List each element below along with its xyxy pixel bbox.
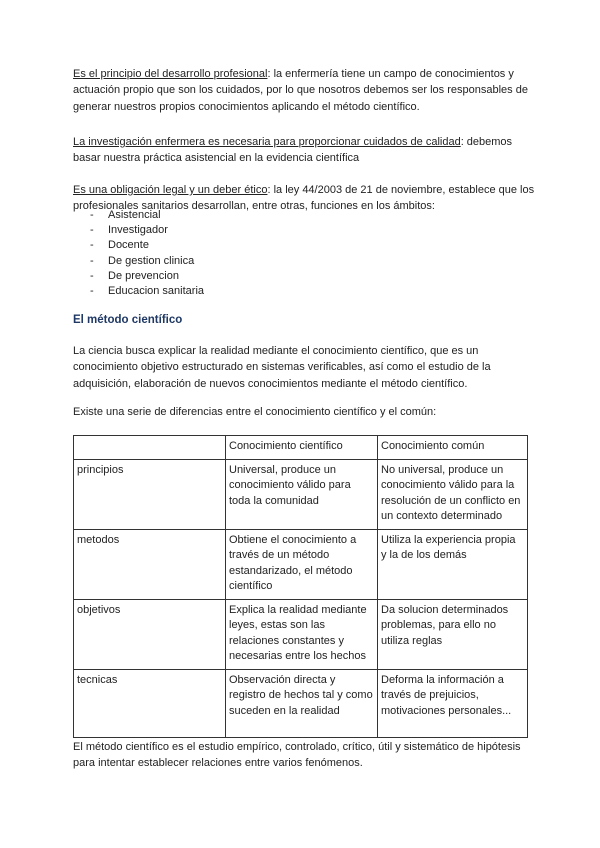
- list-item: - Docente: [73, 238, 535, 253]
- table-cell: Explica la realidad mediante leyes, estas son las relaciones constantes y necesarias entre los hechos: [226, 599, 378, 669]
- list-item: - De prevencion: [73, 269, 535, 284]
- paragraph-text: : la ley 44/2003 de 21 de noviembre, establece que los profesionales sanitarios desarrollan, entre otras, funciones en los ámbitos:: [73, 184, 535, 213]
- table-header: Conocimiento científico: [226, 436, 378, 460]
- section-heading: El método científico: [73, 314, 183, 326]
- paragraph-text: : la enfermería tiene un campo de conocimientos y actuación propio que son los cuidados, por lo que nosotros debemos ser los responsables de generar nuestros propios conocimientos aplicando el método científico.: [73, 68, 528, 113]
- table-cell: Obtiene el conocimiento a través de un método estandarizado, el método científico: [226, 529, 378, 599]
- list-item: - Educacion sanitaria: [73, 284, 535, 299]
- table-cell: Observación directa y registro de hechos tal y como suceden en la realidad: [226, 669, 378, 737]
- paragraph-desarrollo-profesional: [73, 66, 535, 115]
- list-item: - De gestion clinica: [73, 254, 535, 269]
- table-cell: Universal, produce un conocimiento válido para toda la comunidad: [226, 459, 378, 529]
- paragraph-table-intro: Existe una serie de diferencias entre el conocimiento científico y el común:: [73, 406, 437, 418]
- underlined-lead: Es una obligación legal y un deber ético: [73, 184, 268, 196]
- table-cell: Da solucion determinados problemas, para ello no utiliza reglas: [378, 599, 528, 669]
- table-row: [74, 599, 528, 669]
- underlined-lead: Es el principio del desarrollo profesional: [73, 68, 268, 80]
- paragraph-conclusion: El método científico es el estudio empírico, controlado, crítico, útil y sistemático de hipótesis para intentar establecer relaciones entre varios fenómenos.: [73, 741, 521, 770]
- ambitos-list: [73, 208, 535, 299]
- table-row: [74, 529, 528, 599]
- list-item: - Investigador: [73, 223, 535, 238]
- table-cell: Utiliza la experiencia propia y la de los demás: [378, 529, 528, 599]
- table-header: [74, 436, 226, 460]
- table-row: [74, 459, 528, 529]
- table-header-row: [74, 436, 528, 460]
- paragraph-investigacion: [73, 134, 535, 167]
- paragraph-intro: La ciencia busca explicar la realidad mediante el conocimiento científico, que es un conocimiento objetivo estructurado en sistemas verificables, así como el estudio de la adquisición, elaboración de nuevos conocimientos mediante el método científico.: [73, 345, 491, 390]
- table-cell: principios: [74, 459, 226, 529]
- table-cell: No universal, produce un conocimiento válido para la resolución de un conflicto en un contexto determinado: [378, 459, 528, 529]
- table-cell: objetivos: [74, 599, 226, 669]
- comparison-table: [73, 435, 528, 738]
- paragraph-text: : debemos basar nuestra práctica asistencial en la evidencia científica: [73, 136, 513, 165]
- table-header: Conocimiento común: [378, 436, 528, 460]
- underlined-lead: La investigación enfermera es necesaria para proporcionar cuidados de calidad: [73, 136, 461, 148]
- table-cell: metodos: [74, 529, 226, 599]
- table-row: [74, 669, 528, 737]
- list-item: - Asistencial: [73, 208, 535, 223]
- table-cell: tecnicas: [74, 669, 226, 737]
- table-cell: Deforma la información a través de prejuicios, motivaciones personales...: [378, 669, 528, 737]
